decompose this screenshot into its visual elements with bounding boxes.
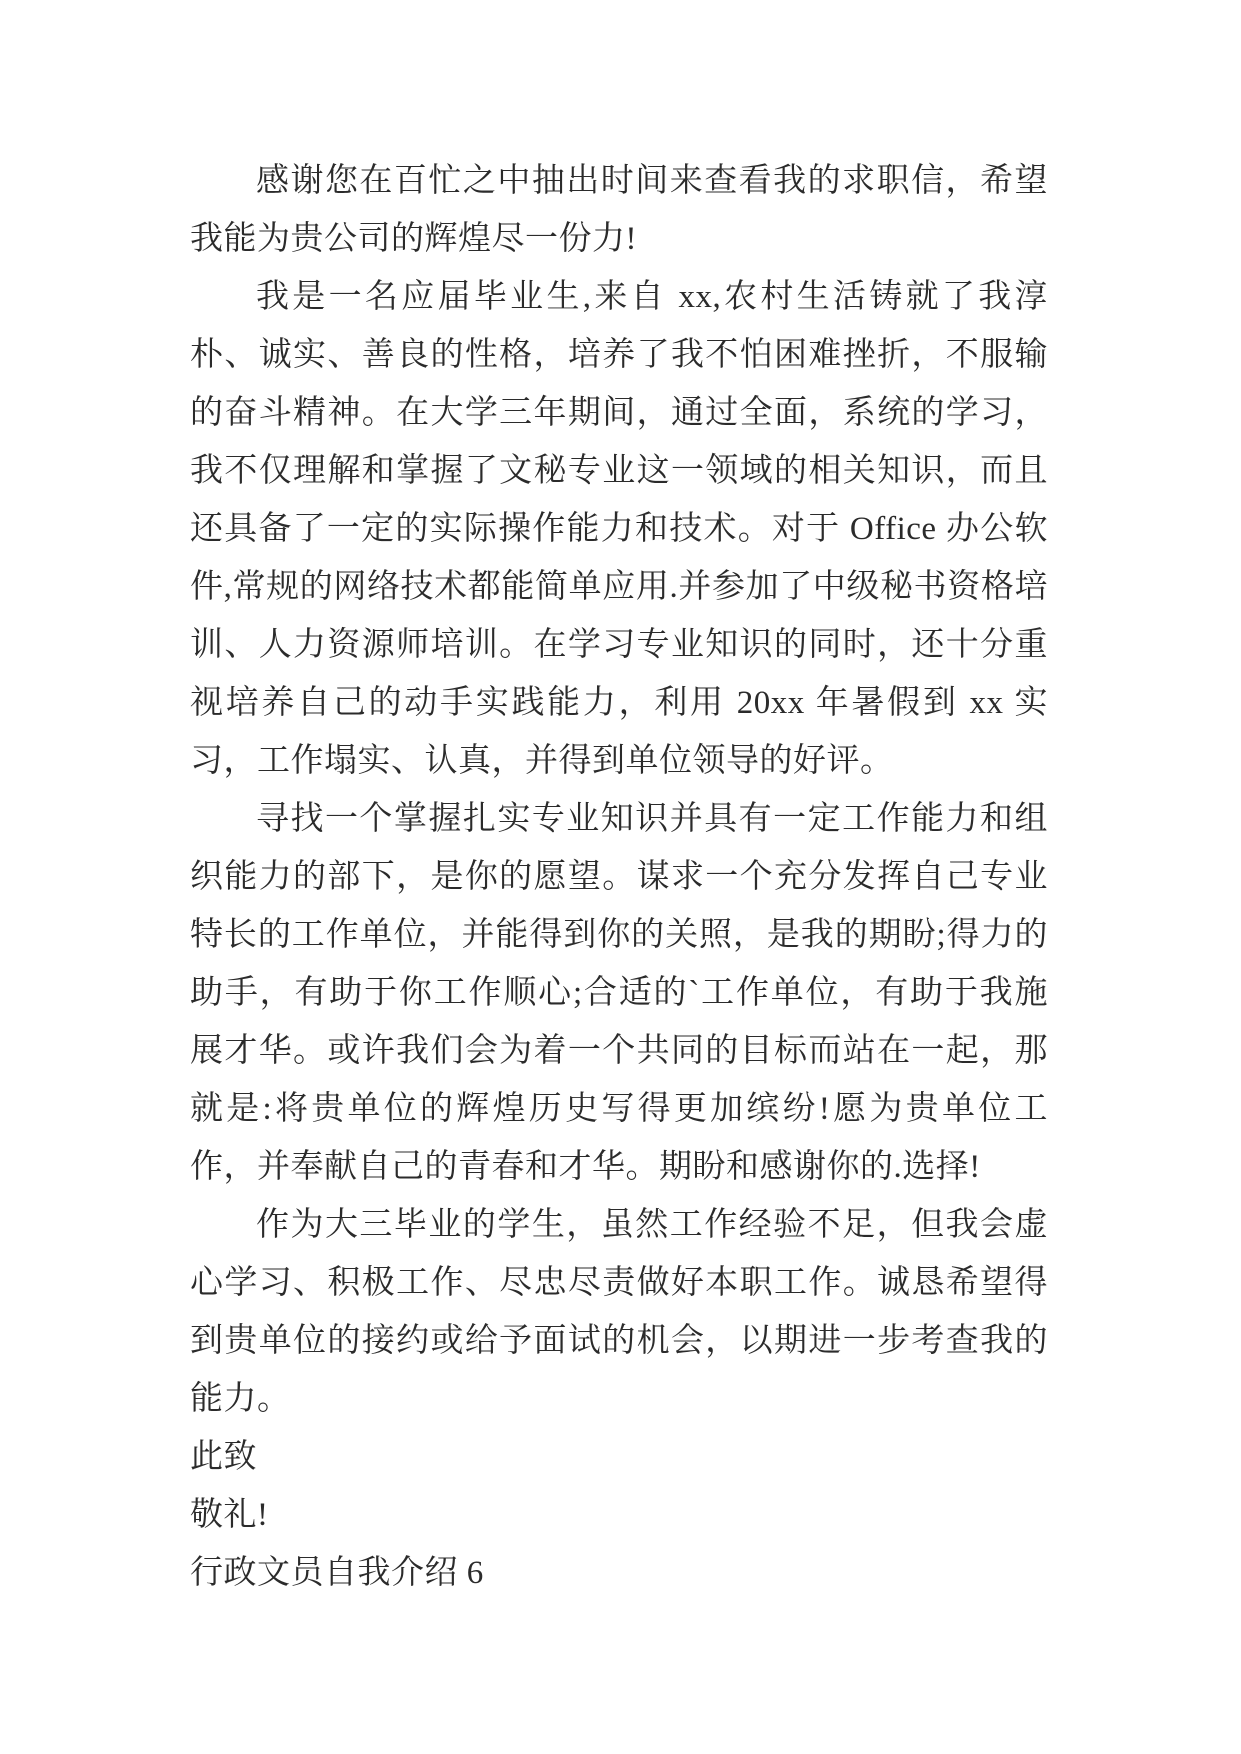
salutation-jingli-line: 敬礼! [190, 1497, 269, 1533]
document-body [190, 152, 1048, 1602]
paragraph-thanks: 感谢您在百忙之中抽出时间来查看我的求职信，希望我能为贵公司的辉煌尽一份力! [190, 163, 1048, 257]
section-heading-line: 行政文员自我介绍 6 [190, 1555, 484, 1591]
salutation-cizhi-line: 此致 [190, 1439, 257, 1475]
paragraph-aspiration: 寻找一个掌握扎实专业知识并具有一定工作能力和组织能力的部下，是你的愿望。谋求一个充分发挥自己专业特长的工作单位，并能得到你的关照，是我的期盼;得力的助手，有助于你工作顺心;合适的`工作单位，有助于我施展才华。或许我们会为着一个共同的目标而站在一起，那就是:将贵单位的辉煌历史写得更加缤纷!愿为贵单位工作，并奉献自己的青春和才华。期盼和感谢你的.选择! [190, 801, 1048, 1185]
paragraph-closing-request: 作为大三毕业的学生，虽然工作经验不足，但我会虚心学习、积极工作、尽忠尽责做好本职工作。诚恳希望得到贵单位的接约或给予面试的机会，以期进一步考查我的能力。 [190, 1207, 1048, 1417]
paragraph-self-introduction: 我是一名应届毕业生,来自 xx,农村生活铸就了我淳朴、诚实、善良的性格，培养了我不怕困难挫折，不服输的奋斗精神。在大学三年期间，通过全面，系统的学习，我不仅理解和掌握了文秘专业这一领域的相关知识，而且还具备了一定的实际操作能力和技术。对于 Office 办公软件,常规的网络技术都能简单应用.并参加了中级秘书资格培训、人力资源师培训。在学习专业知识的同时，还十分重视培养自己的动手实践能力，利用 20xx 年暑假到 xx 实习，工作塌实、认真，并得到单位领导的好评。 [190, 279, 1049, 779]
